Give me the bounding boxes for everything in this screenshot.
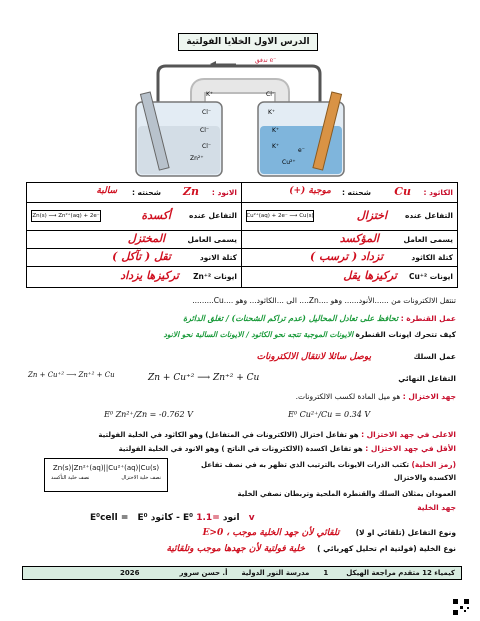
cathode-header-row: الكاثود : Cu شحنته : موجبة (+) (242, 183, 457, 203)
bridge-function: عمل القنطرة : تحافظ على تعادل المحاليل (عدم تراكم الشحنات) / تغلق الدائرة (182, 313, 456, 323)
page-footer (22, 566, 462, 580)
cell-type: نوع الخلية (فولتية ام تحليل كهربائي ) خلية فولتية لأن جهدها موجب وتلقائية (166, 544, 456, 554)
reduction-potential-def: جهد الاختزال : هو ميل المادة لكسب الالكترونات. (295, 392, 456, 401)
cathode-reaction-row: التفاعل عنده اختزال Cu²⁺(aq) + 2e⁻ ⟶ Cu(s) (242, 203, 457, 231)
ion-label: Cl⁻ (202, 143, 212, 150)
anode-ions-row: ايونات Zn⁺² تركيزها يزداد (120, 269, 237, 282)
footer-year: 2026 (119, 569, 140, 577)
ion-label: Cl⁻ (266, 91, 276, 98)
ion-label: K⁺ (272, 143, 280, 150)
bridge-ions-movement: كيف تتحرك ايونات القنطرة الايونات الموجبة تتجه نحو الكاثود / الايونات السالبة نحو الانود (163, 330, 456, 339)
columns-meaning: العمودان يمثلان السلك والقنطرة الملحية وتربطان نصفي الخلية (237, 490, 456, 498)
cathode-ions-row: ايونات Cu⁺² تركيزها يقل (343, 269, 453, 282)
ion-label: Cl⁻ (200, 127, 210, 134)
flow-label: تدفق e⁻ (255, 57, 277, 64)
net-reaction-equation: Zn + Cu⁺² ⟶ Zn⁺² + Cu (148, 373, 260, 383)
cathode-column (241, 183, 457, 287)
footer-page: 1 (323, 569, 329, 577)
ion-label: K⁺ (268, 109, 276, 116)
ion-label: Cl⁻ (202, 109, 212, 116)
net-reaction: التفاعل النهائي (398, 374, 456, 383)
net-reaction-scratch: Zn + Cu⁺² ⟶ Zn⁺² + Cu (28, 371, 115, 379)
highest-potential: الاعلى في جهد الاختزال : هو تفاعل اختزال (الالكترونات في المتفاعل) وهو الكاثود في الخلية الفولتية (98, 430, 456, 439)
lowest-potential: الأقل في جهد الاختزال : هو تفاعل اكسدة (الالكترونات في الناتج ) وهو الانود في الخلية الفولتية (118, 444, 456, 453)
lesson-title: الدرس الاول الخلايا الفولتية (178, 33, 318, 51)
cathode-equation: Cu²⁺(aq) + 2e⁻ ⟶ Cu(s) (246, 210, 314, 222)
footer-teacher: أ. حسن سرور (179, 569, 228, 577)
electrode-table (26, 182, 458, 288)
reaction-type: ونوع التفاعل (تلقائي او لا) تلقائي لأن جهد الخلية موجب ، E>0 (202, 528, 456, 538)
ion-label: K⁺ (206, 91, 214, 98)
zn-potential: E⁰ Zn²⁺/Zn = -0.762 V (104, 410, 193, 419)
qr-code-icon (452, 598, 470, 616)
anode-header-row: الانود : Zn شحنته : سالبة (27, 183, 241, 203)
footer-school: مدرسة النور الدولية (241, 569, 310, 577)
cathode-agent-row: يسمى العامل المؤكسد (242, 231, 457, 249)
galvanic-cell-diagram (40, 52, 440, 180)
anode-equation: Zn(s) ⟶ Zn²⁺(aq) + 2e⁻ (31, 210, 101, 222)
anode-column (27, 183, 241, 287)
cell-notation-rule: (رمز الخلية) تكتب الذرات الايونات بالترتيب الذي تظهر به في نصف تفاعل (201, 460, 456, 469)
wire-function: عمل السلك يوصل سائلا لانتقال الالكترونات (256, 352, 456, 362)
cell-potential-label: جهد الخلية (417, 503, 456, 512)
cell-potential-formula: E⁰cell = E⁰ كاثود - E⁰ انود =1.1 v (90, 513, 255, 523)
cell-notation-rule-2: الاكسدة والاختزال (393, 474, 456, 482)
electron-transfer-line: تنتقل الالكترونات من ......الأنود...... وهو ....Zn.... الى ...الكاثود... وهو ....Cu......... (192, 296, 456, 305)
electron-label: e⁻ (298, 147, 305, 154)
reduction-half-label: نصف خلية الاختزال (121, 475, 161, 481)
oxidation-half-label: نصف خلية التأكسد (51, 475, 90, 481)
anode-reaction-row: التفاعل عنده أكسدة Zn(s) ⟶ Zn²⁺(aq) + 2e⁻ (27, 203, 241, 231)
cu-ion-label: Cu²⁺ (282, 159, 296, 166)
ion-label: K⁺ (272, 127, 280, 134)
cu-potential: E⁰ Cu²⁺/Cu = 0.34 V (288, 410, 371, 419)
cell-notation-box (44, 458, 168, 492)
anode-agent-row: يسمى العامل المختزل (27, 231, 241, 249)
cell-notation: Zn(s)|Zn²⁺(aq)||Cu²⁺(aq)|Cu(s) (52, 464, 160, 472)
zn-ion-label: Zn²⁺ (190, 155, 204, 162)
anode-mass-row: كتلة الانود تقل ( تآكل ) (27, 249, 241, 267)
cathode-mass-row: كتلة الكاثود تزداد ( ترسب ) (242, 249, 457, 267)
footer-subject: كيمياء 12 متقدم مراجعة الهيكل (346, 569, 455, 577)
